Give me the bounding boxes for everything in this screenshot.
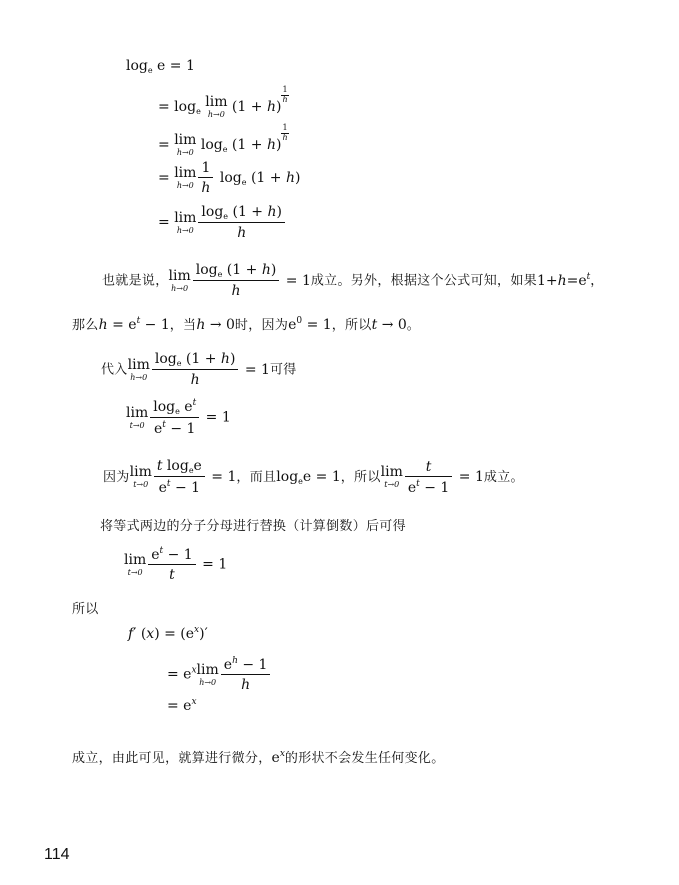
eq-step-3: = lim h→0 $\frac{1}{h}$ $\log_e (1 + h)$	[158, 160, 301, 197]
eq-derivative-result: = $e^x$	[167, 697, 197, 714]
para-because: 因为 lim t→0 $\frac{t \log_ee}{e^t - 1}$ = 1，而且$\log_ee = 1$，所以 lim t→0 $\frac{t}{e^t - 1}$ = 1成立。	[103, 458, 524, 497]
page-number: 114	[44, 846, 70, 863]
para-therefore: 所以	[72, 602, 99, 617]
eq-swapped: lim t→0 $\frac{e^t - 1}{t}$ = 1	[124, 546, 228, 584]
eq-step-2: = lim h→0 $\log_e (1 + h)$ $\frac{1}{h}$	[158, 123, 288, 157]
eq-step-4: = lim h→0 $\frac{\log_e (1 + h)}{h}$	[158, 204, 287, 241]
eq-sub-t: lim t→0 $\frac{\log_e e^t}{e^t - 1}$ = 1	[126, 398, 231, 438]
eq-log-e-e: $\log_e e = 1$	[126, 58, 195, 75]
para-also: 也就是说， lim h→0 $\frac{\log_e (1 + h)}{h}$ = 1成立。另外，根据这个公式可知，如果$1+h=e^t$，	[102, 262, 604, 300]
para-conclusion: 成立，由此可见，就算进行微分，$e^x$的形状不会发生任何变化。	[72, 749, 445, 766]
para-substitute: 代入 lim h→0 $\frac{\log_e (1 + h)}{h}$ = 1可得	[101, 351, 297, 389]
para-then: 那么$h = e^t - 1$，当h → 0时，因为$e^0 = 1$，所以t → 0。	[72, 316, 421, 333]
eq-derivative-step: = $e^x$ lim h→0 $\frac{e^h - 1}{h}$	[167, 656, 272, 693]
eq-derivative: f′ $(x) = (e^x)'$	[128, 625, 208, 642]
para-swap: 将等式两边的分子分母进行替换（计算倒数）后可得	[100, 519, 406, 534]
eq-step-1: = $\log_e$ lim h→0 (1 + h) $\frac{1}{h}$	[158, 85, 288, 119]
